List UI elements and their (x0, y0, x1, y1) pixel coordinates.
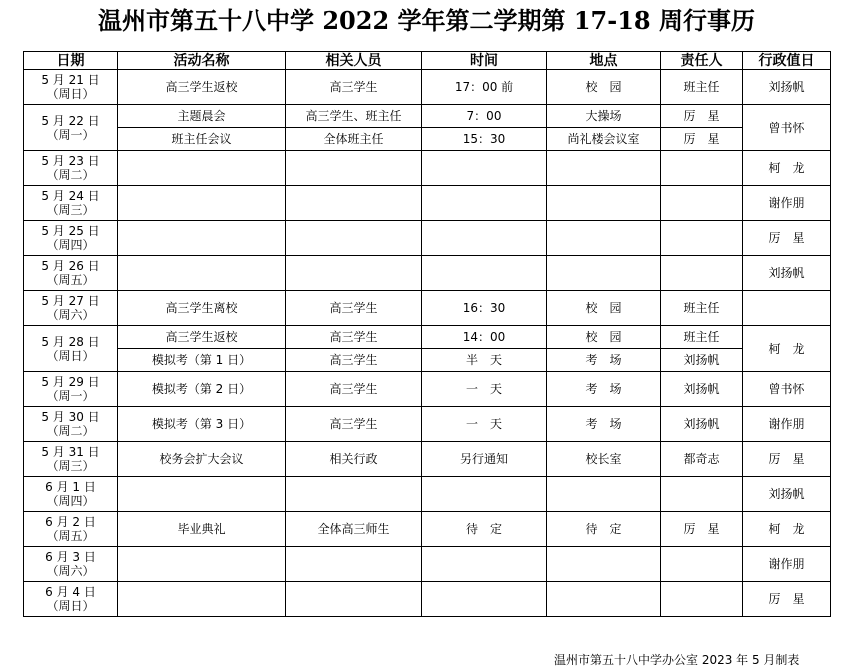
place-cell (547, 186, 661, 221)
people-cell (286, 151, 422, 186)
duty-cell: 厉 星 (743, 442, 831, 477)
place-cell (547, 256, 661, 291)
owner-cell: 都奇志 (661, 442, 743, 477)
owner-cell: 刘扬帆 (661, 349, 743, 372)
place-cell: 校 园 (547, 70, 661, 105)
table-row (24, 186, 831, 221)
time-cell: 16：30 (422, 291, 547, 326)
people-cell: 高三学生 (286, 407, 422, 442)
people-cell: 高三学生 (286, 372, 422, 407)
date-cell (24, 477, 118, 512)
header-time: 时间 (422, 52, 547, 70)
date-cell (24, 326, 118, 372)
table-row (24, 512, 831, 547)
owner-cell (661, 582, 743, 617)
header-activity: 活动名称 (118, 52, 286, 70)
duty-cell: 厉 星 (743, 582, 831, 617)
people-cell: 相关行政 (286, 442, 422, 477)
table-row (24, 477, 831, 512)
duty-cell: 刘扬帆 (743, 256, 831, 291)
activity-cell: 模拟考（第 3 日） (118, 407, 286, 442)
duty-cell: 谢作朋 (743, 186, 831, 221)
header-owner: 责任人 (661, 52, 743, 70)
time-cell (422, 477, 547, 512)
date-cell (24, 291, 118, 326)
weekday-label: （周六） (46, 564, 95, 578)
people-cell (286, 221, 422, 256)
table-row (24, 582, 831, 617)
place-cell: 待 定 (547, 512, 661, 547)
date-label: 6 月 4 日 (45, 585, 96, 599)
place-cell (547, 477, 661, 512)
table-row (24, 256, 831, 291)
date-label: 5 月 29 日 (41, 375, 100, 389)
people-cell: 高三学生 (286, 349, 422, 372)
time-cell: 一 天 (422, 407, 547, 442)
weekday-label: （周一） (46, 127, 95, 142)
header-duty: 行政值日 (743, 52, 831, 70)
activity-cell (118, 221, 286, 256)
date-label: 5 月 28 日 (41, 334, 100, 349)
activity-cell (118, 582, 286, 617)
activity-cell (118, 477, 286, 512)
table-row (24, 326, 831, 349)
date-label: 5 月 27 日 (41, 294, 100, 308)
duty-cell (743, 291, 831, 326)
time-cell (422, 256, 547, 291)
header-people: 相关人员 (286, 52, 422, 70)
owner-cell: 刘扬帆 (661, 407, 743, 442)
owner-cell (661, 221, 743, 256)
weekday-label: （周日） (46, 348, 95, 363)
activity-cell: 高三学生返校 (118, 70, 286, 105)
table-row (24, 442, 831, 477)
date-label: 6 月 1 日 (45, 480, 96, 494)
place-cell (547, 547, 661, 582)
weekday-label: （周四） (46, 494, 95, 508)
activity-cell (118, 547, 286, 582)
weekday-label: （周三） (46, 203, 95, 217)
activity-cell: 高三学生返校 (118, 326, 286, 349)
time-cell (422, 151, 547, 186)
table-row (24, 105, 831, 128)
owner-cell (661, 186, 743, 221)
people-cell (286, 477, 422, 512)
people-cell: 高三学生 (286, 70, 422, 105)
owner-cell: 班主任 (661, 70, 743, 105)
place-cell: 考 场 (547, 349, 661, 372)
date-label: 5 月 25 日 (41, 224, 100, 238)
activity-cell: 模拟考（第 1 日） (118, 349, 286, 372)
weekday-label: （周五） (46, 529, 95, 543)
place-cell: 考 场 (547, 407, 661, 442)
duty-cell: 柯 龙 (743, 326, 831, 372)
time-cell: 另行通知 (422, 442, 547, 477)
page-title: 温州市第五十八中学 2022 学年第二学期第 17-18 周行事历 (98, 6, 755, 35)
date-cell (24, 151, 118, 186)
weekday-label: （周五） (46, 273, 95, 287)
date-cell (24, 442, 118, 477)
owner-cell: 班主任 (661, 326, 743, 349)
schedule-table (23, 51, 831, 617)
activity-cell (118, 256, 286, 291)
time-cell (422, 186, 547, 221)
time-cell: 一 天 (422, 372, 547, 407)
owner-cell (661, 151, 743, 186)
time-cell: 15：30 (422, 128, 547, 151)
activity-cell: 高三学生离校 (118, 291, 286, 326)
date-cell (24, 547, 118, 582)
owner-cell (661, 477, 743, 512)
table-row (24, 547, 831, 582)
duty-cell: 厉 星 (743, 221, 831, 256)
header-place: 地点 (547, 52, 661, 70)
duty-cell: 曾书怀 (743, 372, 831, 407)
duty-cell: 柯 龙 (743, 151, 831, 186)
header-row (24, 52, 831, 70)
time-cell (422, 221, 547, 256)
date-label: 5 月 23 日 (41, 154, 100, 168)
footer-note: 温州市第五十八中学办公室 2023 年 5 月制表 (554, 653, 800, 667)
date-label: 5 月 26 日 (41, 259, 100, 273)
table-row (24, 372, 831, 407)
people-cell (286, 547, 422, 582)
owner-cell: 厉 星 (661, 105, 743, 128)
weekday-label: （周六） (46, 308, 95, 322)
date-cell (24, 372, 118, 407)
date-label: 5 月 31 日 (41, 445, 100, 459)
time-cell (422, 547, 547, 582)
duty-cell: 谢作朋 (743, 407, 831, 442)
header-date: 日期 (24, 52, 118, 70)
table-row (24, 128, 831, 151)
date-cell (24, 186, 118, 221)
date-cell (24, 70, 118, 105)
activity-cell: 主题晨会 (118, 105, 286, 128)
activity-cell: 校务会扩大会议 (118, 442, 286, 477)
owner-cell (661, 547, 743, 582)
weekday-label: （周日） (46, 87, 95, 101)
date-label: 6 月 2 日 (45, 515, 96, 529)
activity-cell (118, 151, 286, 186)
time-cell: 半 天 (422, 349, 547, 372)
place-cell: 大操场 (547, 105, 661, 128)
place-cell (547, 221, 661, 256)
owner-cell: 厉 星 (661, 512, 743, 547)
people-cell: 高三学生、班主任 (286, 105, 422, 128)
time-cell: 17：00 前 (422, 70, 547, 105)
place-cell (547, 582, 661, 617)
date-cell (24, 105, 118, 151)
date-label: 5 月 21 日 (41, 73, 100, 87)
place-cell (547, 151, 661, 186)
duty-cell: 柯 龙 (743, 512, 831, 547)
duty-cell: 曾书怀 (743, 105, 831, 151)
weekday-label: （周一） (46, 389, 95, 403)
date-cell (24, 407, 118, 442)
date-cell (24, 221, 118, 256)
date-label: 5 月 30 日 (41, 410, 100, 424)
table-row (24, 221, 831, 256)
place-cell: 校 园 (547, 326, 661, 349)
date-cell (24, 582, 118, 617)
table-row (24, 407, 831, 442)
date-label: 5 月 24 日 (41, 189, 100, 203)
activity-cell: 模拟考（第 2 日） (118, 372, 286, 407)
people-cell (286, 582, 422, 617)
activity-cell: 毕业典礼 (118, 512, 286, 547)
weekday-label: （周日） (46, 599, 95, 613)
owner-cell (661, 256, 743, 291)
duty-cell: 谢作朋 (743, 547, 831, 582)
owner-cell: 厉 星 (661, 128, 743, 151)
owner-cell: 班主任 (661, 291, 743, 326)
date-label: 5 月 22 日 (41, 113, 100, 128)
date-cell (24, 256, 118, 291)
weekday-label: （周二） (46, 424, 95, 438)
table-row (24, 70, 831, 105)
place-cell: 校 园 (547, 291, 661, 326)
table-row (24, 151, 831, 186)
people-cell: 全体班主任 (286, 128, 422, 151)
table-row (24, 349, 831, 372)
place-cell: 考 场 (547, 372, 661, 407)
time-cell: 14：00 (422, 326, 547, 349)
place-cell: 尚礼楼会议室 (547, 128, 661, 151)
place-cell: 校长室 (547, 442, 661, 477)
weekday-label: （周四） (46, 238, 95, 252)
people-cell: 高三学生 (286, 326, 422, 349)
activity-cell (118, 186, 286, 221)
duty-cell: 刘扬帆 (743, 477, 831, 512)
table-row (24, 291, 831, 326)
date-label: 6 月 3 日 (45, 550, 96, 564)
time-cell: 7：00 (422, 105, 547, 128)
schedule-body (24, 70, 831, 617)
weekday-label: （周三） (46, 459, 95, 473)
time-cell (422, 582, 547, 617)
activity-cell: 班主任会议 (118, 128, 286, 151)
people-cell (286, 186, 422, 221)
people-cell (286, 256, 422, 291)
people-cell: 全体高三师生 (286, 512, 422, 547)
date-cell (24, 512, 118, 547)
people-cell: 高三学生 (286, 291, 422, 326)
time-cell: 待 定 (422, 512, 547, 547)
duty-cell: 刘扬帆 (743, 70, 831, 105)
weekday-label: （周二） (46, 168, 95, 182)
owner-cell: 刘扬帆 (661, 372, 743, 407)
